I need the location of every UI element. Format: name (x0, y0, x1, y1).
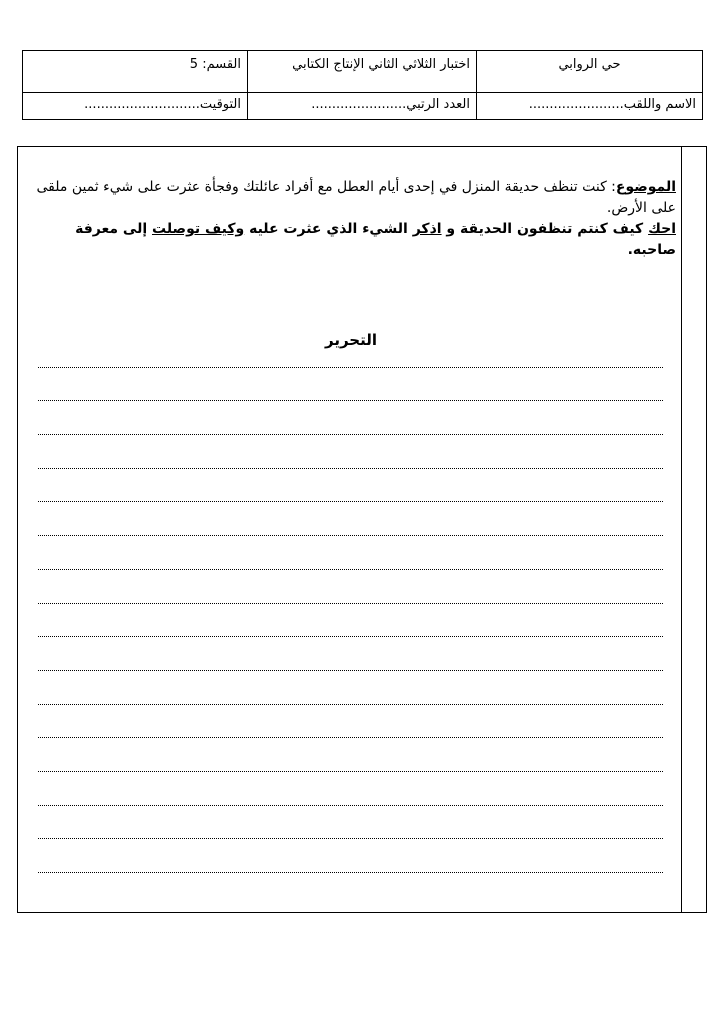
writing-frame (17, 146, 707, 913)
dotted-line (38, 671, 663, 705)
number-field: العدد الرتبي....................... (247, 93, 476, 119)
word-ahki: احك (648, 221, 676, 237)
margin-line (681, 147, 682, 912)
header-table (22, 50, 703, 120)
dotted-line (38, 469, 663, 503)
dotted-line (38, 435, 663, 469)
exam-title: اختبار الثلاثي الثاني الإنتاج الكتابي (247, 51, 476, 93)
subject-text-1: : كنت تنظف حديقة المنزل في إحدى أيام العطل مع أفراد عائلتك وفجأة عثرت على شيء ثمين ملقى على الأرض. (36, 179, 676, 216)
word-othkor: اذكر (412, 221, 442, 237)
name-field: الاسم واللقب....................... (476, 93, 702, 119)
dotted-line (38, 502, 663, 536)
subject-text-3: الشيء الذي عثرت عليه (244, 221, 413, 237)
dotted-line (38, 536, 663, 570)
subject-block (26, 177, 676, 349)
dotted-line (38, 806, 663, 840)
dotted-line (38, 738, 663, 772)
dotted-line (38, 705, 663, 739)
subject-text-4: إلى معرفة صاحبه. (75, 221, 676, 258)
time-field: التوقيت............................ (84, 97, 241, 112)
school-name: حي الروابي (476, 51, 702, 93)
dotted-line (38, 368, 663, 402)
dotted-line (38, 772, 663, 806)
dotted-line (38, 570, 663, 604)
dotted-line (38, 839, 663, 873)
subject-text (26, 177, 676, 261)
subject-text-2: كيف كنتم تنظفون الحديقة و (441, 221, 649, 237)
dotted-line (38, 401, 663, 435)
subject-label: الموضوع (615, 179, 676, 195)
dotted-line (38, 334, 663, 368)
writing-title: التحرير (324, 331, 377, 349)
writing-lines (38, 334, 663, 873)
word-kayfa: وكيف توصلت (152, 221, 245, 237)
dotted-line (38, 637, 663, 671)
class-label: القسم: 5 (23, 51, 247, 93)
dotted-line (38, 604, 663, 638)
